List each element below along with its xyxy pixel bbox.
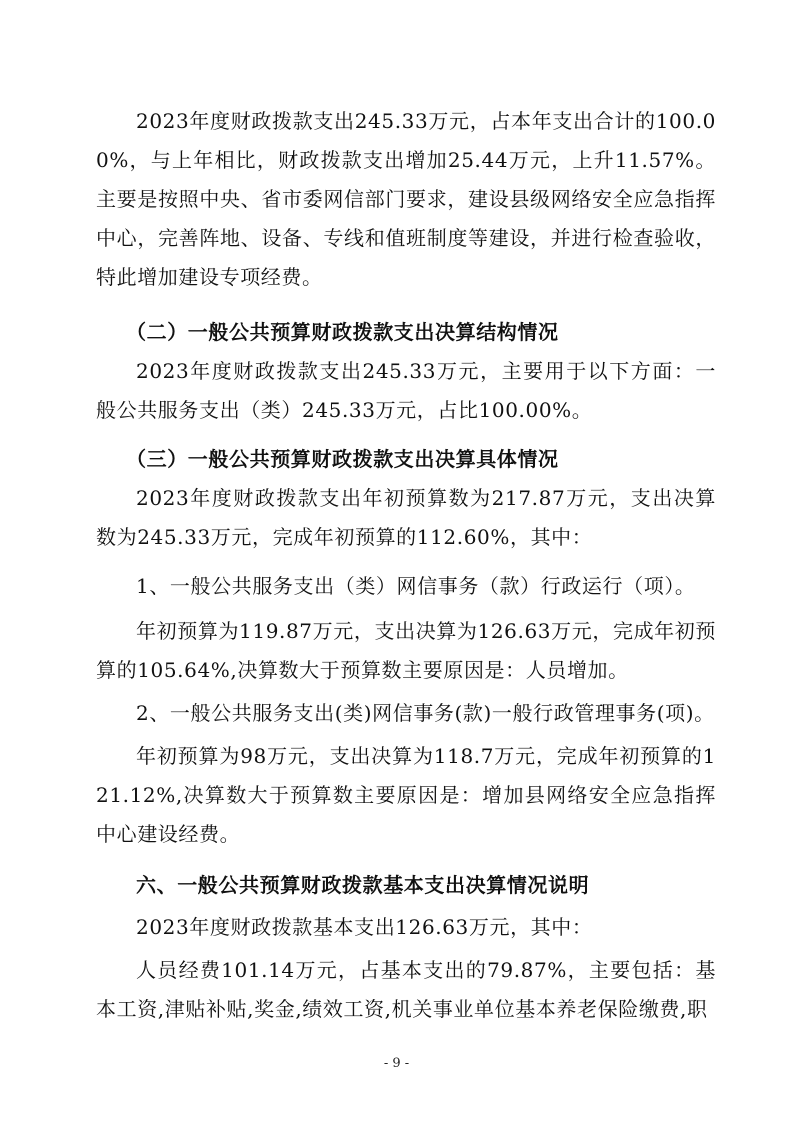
- paragraph-item-2-detail: 年初预算为98万元，支出决算为118.7万元，完成年初预算的121.12%,决算数大于预算数主要原因是：增加县网络安全应急指挥中心建设经费。: [96, 744, 716, 846]
- paragraph-expenditure-summary: 2023年度财政拨款支出245.33万元，占本年支出合计的100.00%，与上年相比，财政拨款支出增加25.44万元，上升11.57%。主要是按照中央、省市委网信部门要求，建设县级网络安全应急指挥中心，完善阵地、设备、专线和值班制度等建设，并进行检查验收，特此增加建设专项经费。: [96, 109, 716, 289]
- heading-details: （三）一般公共预算财政拨款支出决算具体情况: [126, 447, 559, 471]
- paragraph-personnel-expenses: 人员经费101.14万元，占基本支出的79.87%，主要包括：基本工资,津贴补贴,奖金,绩效工资,机关事业单位基本养老保险缴费,职: [96, 958, 716, 1021]
- paragraph-details-intro: 2023年度财政拨款支出年初预算数为217.87万元，支出决算数为245.33万元，完成年初预算的112.60%，其中：: [96, 486, 716, 549]
- heading-basic-expenditure: 六、一般公共预算财政拨款基本支出决算情况说明: [136, 873, 590, 897]
- paragraph-item-2-title: 2、一般公共服务支出(类)网信事务(款)一般行政管理事务(项)。: [136, 701, 715, 725]
- paragraph-structure: 2023年度财政拨款支出245.33万元，主要用于以下方面：一般公共服务支出（类）245.33万元，占比100.00%。: [96, 359, 716, 422]
- paragraph-item-1-detail: 年初预算为119.87万元，支出决算为126.63万元，完成年初预算的105.64%,决算数大于预算数主要原因是：人员增加。: [96, 619, 716, 682]
- page-number: - 9 -: [383, 1056, 410, 1071]
- heading-structure: （二）一般公共预算财政拨款支出决算结构情况: [126, 320, 559, 344]
- paragraph-basic-expenditure: 2023年度财政拨款基本支出126.63万元，其中：: [136, 915, 593, 939]
- paragraph-item-1-title: 1、一般公共服务支出（类）网信事务（款）行政运行（项）。: [136, 574, 696, 598]
